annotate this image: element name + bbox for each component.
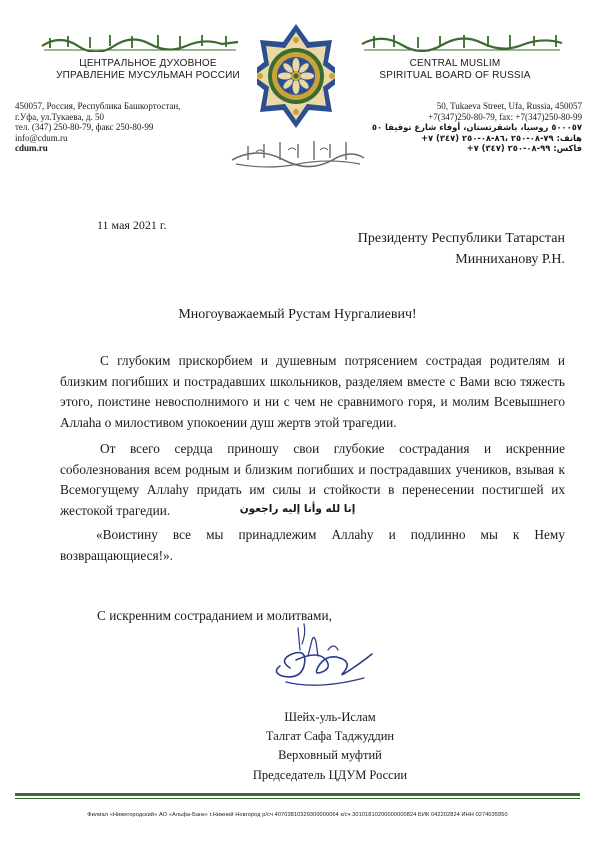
org-ru-line-2: УПРАВЛЕНИЕ МУСУЛЬМАН РОССИИ (56, 70, 240, 81)
org-name-en (340, 58, 570, 82)
arabic-calligraphy-right (360, 30, 565, 52)
org-name-ru (38, 58, 258, 82)
email-link[interactable]: info@cdum.ru (15, 132, 68, 143)
org-ru-line-1: ЦЕНТРАЛЬНОЕ ДУХОВНОЕ (79, 58, 217, 69)
recipient-line-2: Минниханову Р.Н. (455, 252, 565, 267)
address-en-line: 50, Tukaeva Street, Ufa, Russia, 450057 (436, 101, 582, 111)
signer-role: Председатель ЦДУМ России (252, 767, 408, 782)
quote-ru: «Воистину все мы принадлежим Аллаhу и подлинно мы к Нему возвращающиеся!». (60, 527, 565, 563)
address-en (360, 101, 582, 154)
handwritten-signature (268, 620, 378, 692)
paragraph-2: От всего сердца приношу свои глубокие сострадания и искренние соболезнования всем родным и близким погибших и пострадавших учеников, взывая к Всемогущему Аллаhу придать им силы и стойкости в перенесении постигшей их жестокой трагедии. (60, 440, 565, 518)
org-en-line-2: SPIRITUAL BOARD OF RUSSIA (379, 70, 531, 81)
closing-line: С искренним состраданием и молитвами, (97, 608, 332, 623)
signer-title: Шейх-уль-Ислам (284, 710, 376, 724)
footer-divider-thick (15, 793, 580, 796)
recipient (330, 228, 565, 270)
org-en-line-1: CENTRAL MUSLIM (409, 58, 501, 69)
address-ru-line: г.Уфа, ул.Тукаева, д. 50 (15, 111, 104, 122)
signer-position: Верховный муфтий (278, 748, 382, 763)
address-ru-line: 450057, Россия, Республика Башкортостан, (15, 101, 181, 111)
address-ar-line: ٥٠٠٠٥٧ روسيا، باشقرتستان، أوفاء شارع توقيفا ٥٠ (371, 122, 582, 132)
cdum-emblem-icon (257, 22, 335, 130)
recipient-line-1: Президенту Республики Татарстан (357, 231, 565, 246)
phone-fax-ru: тел. (347) 250-80-79, факс 250-80-99 (15, 122, 154, 132)
bank-details-footer: Филиал «Нижегородский» АО «Альфа-Банк» г.Нижний Новгород р/сч 40703810329300000064 к/сч 30101810200000000824 БИК 042202824 ИНН 0274035950 (87, 812, 508, 818)
paragraph-1: С глубоким прискорбием и душевным потрясением сострадая родителям и близким погибших и пострадавших школьников, разделяем вместе с Вами всю тяжесть этого, поистине невосполнимого и ни с чем не сравнимого горя, и молим Всевышнего Аллаhа о милостивом упокоении душ жертв этой трагедии. (60, 353, 565, 431)
signer-name: Талгат Сафа Таджуддин (265, 729, 395, 744)
footer-divider-thin (15, 798, 580, 799)
phone-fax-en: +7(347)250-80-79, fax: +7(347)250-80-99 (428, 111, 582, 122)
letter-date: 11 мая 2021 г. (97, 218, 167, 232)
website-link[interactable]: cdum.ru (15, 143, 48, 153)
address-ar-line: هاتف: ٧٩-٠٨-٢٥٠ ،٨٦-٠٨-٢٥٠ (٣٤٧) ٧+ (420, 132, 582, 143)
arabic-quote: إنا لله وأنا إليه راجعون (239, 503, 356, 515)
address-ar-line: فاكس: ٩٩-٠٨-٢٥٠ (٣٤٧) ٧+ (466, 143, 582, 153)
letter-body (60, 351, 565, 522)
signer-block (200, 708, 460, 785)
address-ru (15, 101, 245, 154)
basmala-calligraphy (228, 136, 368, 172)
salutation: Многоуважаемый Рустам Нургалиевич! (178, 307, 417, 322)
arabic-calligraphy-left (40, 30, 240, 52)
